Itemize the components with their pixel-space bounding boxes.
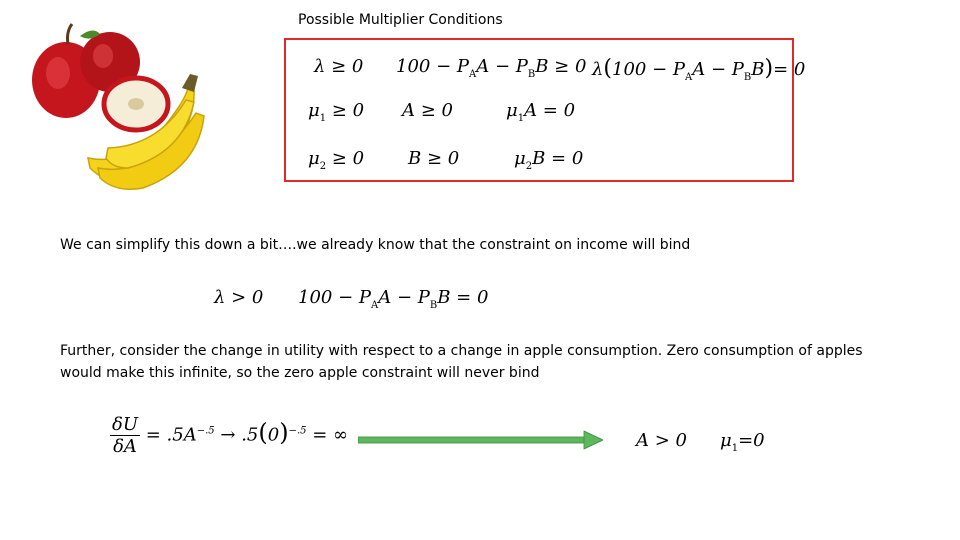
complementary-slackness-budget: $\lambda(100 - P_AA - P_BB)= 0$: [592, 56, 806, 83]
apple-paragraph: [60, 340, 920, 384]
budget-nonneg: $100 - P_AA - P_BB \ge 0$: [396, 56, 587, 80]
apple-paragraph-line-1: Further, consider the change in utility with respect to a change in apple consumption. Zero consumption of apples: [60, 343, 863, 359]
a-positive: A > 0: [636, 430, 687, 451]
simplify-paragraph: We can simplify this down a bit….we already know that the constraint on income will bind: [60, 237, 691, 253]
mu2-slackness: $\mu_2B = 0$: [514, 148, 584, 172]
apple-paragraph-line-2: would make this infinite, so the zero apple constraint will never bind: [60, 365, 540, 381]
slide-title: Possible Multiplier Conditions: [298, 12, 503, 28]
a-nonneg: A ≥ 0: [402, 100, 453, 121]
lambda-positive: λ > 0: [214, 287, 264, 308]
lambda-nonneg: λ ≥ 0: [314, 56, 364, 77]
budget-binding: $100 - P_AA - P_BB = 0$: [298, 287, 489, 311]
mu1-nonneg: $\mu_1 \ge 0$: [308, 100, 365, 124]
mu1-zero: $\mu_1=0$: [720, 430, 765, 454]
implies-arrow: [358, 430, 603, 450]
apples-bananas-image: [18, 18, 218, 193]
b-nonneg: B ≥ 0: [408, 148, 460, 169]
derivative-fraction: $\frac{\delta U}{\delta A}$: [112, 414, 139, 457]
mu2-nonneg: $\mu_2 \ge 0$: [308, 148, 365, 172]
mu1-slackness: $\mu_1A = 0$: [506, 100, 576, 124]
marginal-utility-equation: $\frac{\delta U}{\delta A}$ = $.5A^{-.5} \to .5(0)^{-.5}$ = ∞: [112, 414, 349, 457]
